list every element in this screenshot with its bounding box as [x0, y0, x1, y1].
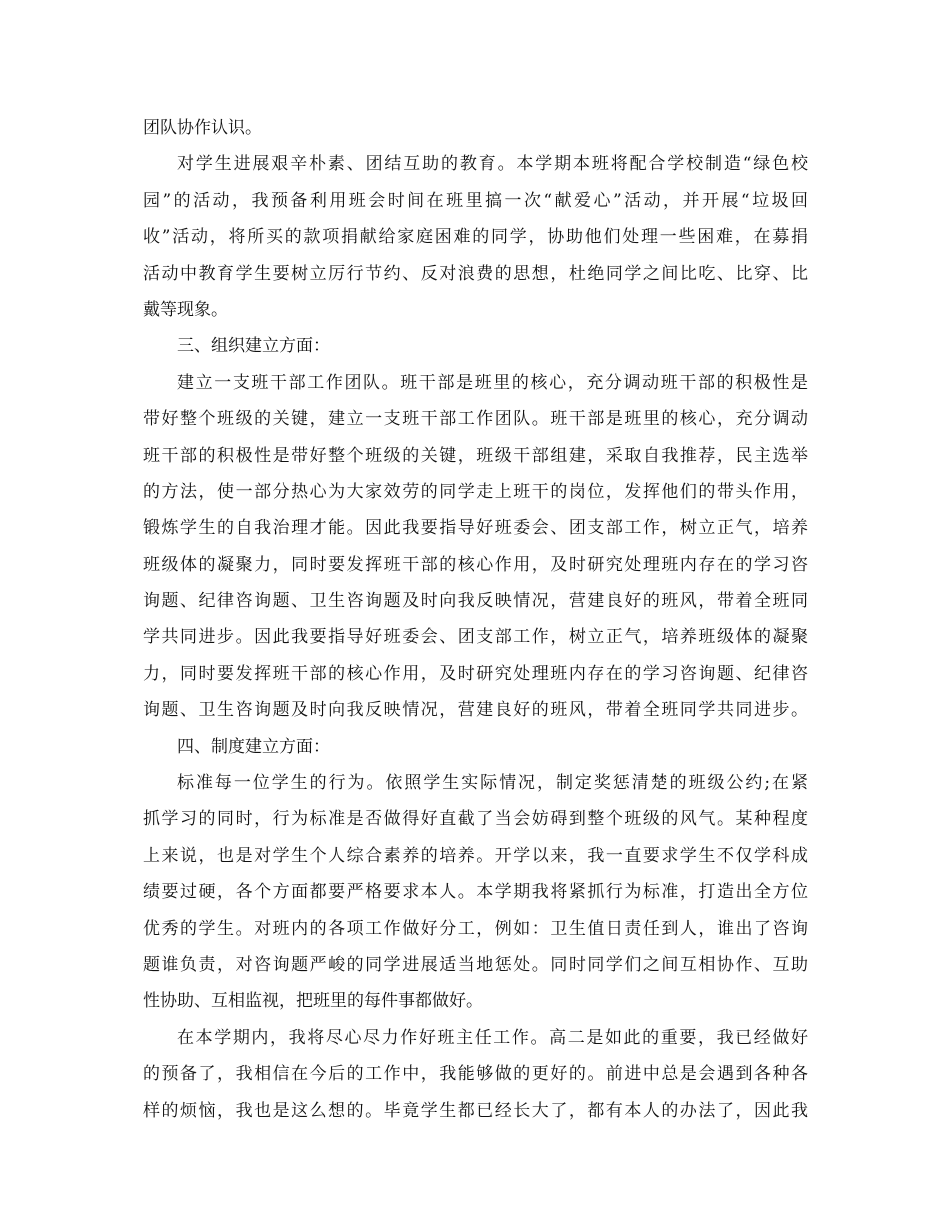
text-line: 的预备了，我相信在今后的工作中，我能够做的更好的。前进中总是会遇到各种各 — [143, 1064, 808, 1085]
text-line: 询题、纪律咨询题、卫生咨询题及时向我反映情况，营建良好的班风，带着全班同 — [143, 591, 808, 612]
text-line: 活动中教育学生要树立厉行节约、反对浪费的思想，杜绝同学之间比吃、比穿、比 — [143, 263, 808, 284]
text-line: 收”活动，将所买的款项捐献给家庭困难的同学，协助他们处理一些困难，在募捐 — [143, 227, 808, 248]
text-line: 锻炼学生的自我治理才能。因此我要指导好班委会、团支部工作，树立正气，培养 — [143, 518, 808, 539]
text-line: 在本学期内，我将尽心尽力作好班主任工作。高二是如此的重要，我已经做好 — [177, 1027, 808, 1048]
text-line: 绩要过硬，各个方面都要严格要求本人。本学期我将紧抓行为标准，打造出全方位 — [143, 882, 808, 903]
text-line: 的方法，使一部分热心为大家效劳的同学走上班干的岗位，发挥他们的带头作用， — [143, 481, 808, 502]
text-line: 性协助、互相监视，把班里的每件事都做好。 — [143, 991, 483, 1012]
text-line: 学共同进步。因此我要指导好班委会、团支部工作，树立正气，培养班级体的凝聚 — [143, 627, 808, 648]
text-line: 建立一支班干部工作团队。班干部是班里的核心，充分调动班干部的积极性是 — [177, 372, 808, 393]
text-line: 题谁负责，对咨询题严峻的同学进展适当地惩处。同时同学们之间互相协作、互助 — [143, 954, 808, 975]
text-line: 四、制度建立方面： — [177, 736, 330, 757]
text-line: 带好整个班级的关键，建立一支班干部工作团队。班干部是班里的核心，充分调动 — [143, 409, 808, 430]
text-line: 标准每一位学生的行为。依照学生实际情况，制定奖惩清楚的班级公约;在紧 — [177, 773, 808, 794]
text-line: 样的烦恼，我也是这么想的。毕竟学生都已经长大了，都有本人的办法了，因此我 — [143, 1100, 808, 1121]
document-page — [143, 110, 808, 1129]
text-line: 询题、卫生咨询题及时向我反映情况，营建良好的班风，带着全班同学共同进步。 — [143, 700, 808, 721]
text-line: 上来说，也是对学生个人综合素养的培养。开学以来，我一直要求学生不仅学科成 — [143, 845, 808, 866]
text-line: 三、组织建立方面： — [177, 336, 330, 357]
text-line: 优秀的学生。对班内的各项工作做好分工，例如：卫生值日责任到人，谁出了咨询 — [143, 918, 808, 939]
text-line: 力，同时要发挥班干部的核心作用，及时研究处理班内存在的学习咨询题、纪律咨 — [143, 663, 808, 684]
text-line: 班级体的凝聚力，同时要发挥班干部的核心作用，及时研究处理班内存在的学习咨 — [143, 554, 808, 575]
text-line: 园”的活动，我预备利用班会时间在班里搞一次“献爱心”活动，并开展“垃圾回 — [143, 190, 808, 211]
text-line: 抓学习的同时，行为标准是否做得好直截了当会妨碍到整个班级的风气。某种程度 — [143, 809, 808, 830]
text-line: 团队协作认识。 — [143, 118, 262, 138]
text-line: 戴等现象。 — [143, 299, 228, 320]
text-line: 班干部的积极性是带好整个班级的关键，班级干部组建，采取自我推荐，民主选举 — [143, 445, 808, 466]
text-line: 对学生进展艰辛朴素、团结互助的教育。本学期本班将配合学校制造“绿色校 — [177, 154, 808, 175]
